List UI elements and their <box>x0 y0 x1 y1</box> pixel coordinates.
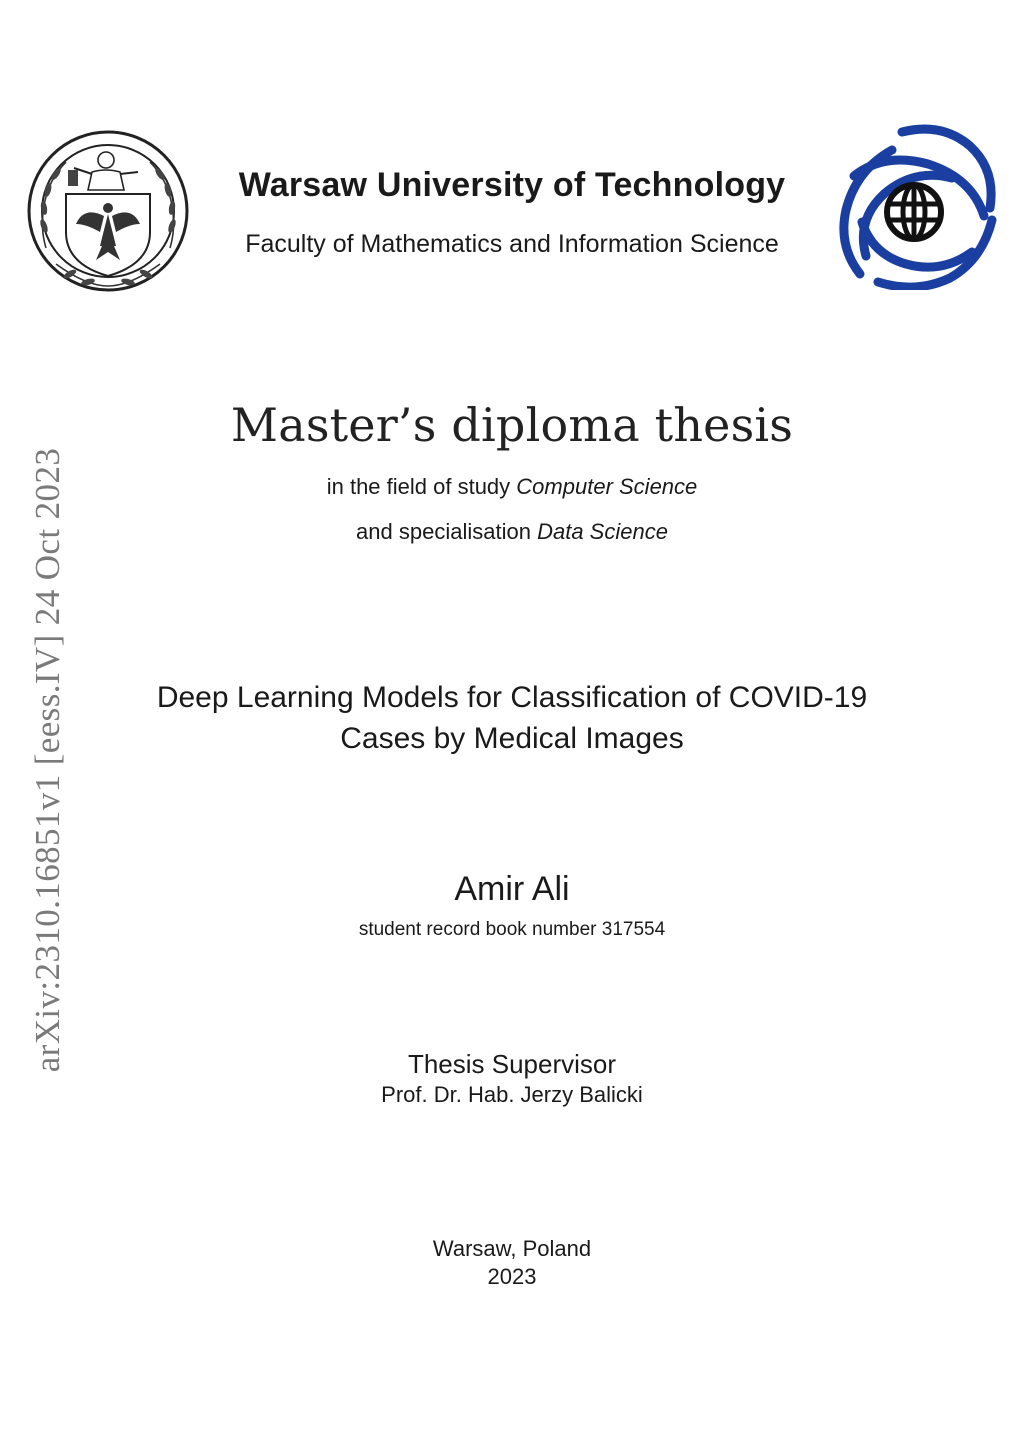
supervisor-name: Prof. Dr. Hab. Jerzy Balicki <box>381 1082 643 1107</box>
student-record-number: student record book number 317554 <box>358 919 666 940</box>
specialisation-line <box>0 519 1024 545</box>
thesis-title-line-1: Deep Learning Models for Classification of COVID-19 <box>156 681 868 714</box>
arxiv-stamp-container <box>26 447 70 1073</box>
year: 2023 <box>487 1264 537 1289</box>
faculty-globe-logo-icon <box>832 124 1002 290</box>
author-name: Amir Ali <box>454 870 570 908</box>
field-of-study: Computer Science <box>516 474 698 499</box>
field-of-study-line <box>0 474 1024 500</box>
specialisation-prefix: and specialisation <box>356 519 531 544</box>
field-prefix: in the field of study <box>326 474 511 499</box>
university-name: Warsaw University of Technology <box>238 166 786 204</box>
place: Warsaw, Poland <box>432 1236 592 1261</box>
supervisor-label: Thesis Supervisor <box>407 1049 617 1079</box>
university-seal-icon <box>26 128 190 294</box>
specialisation: Data Science <box>537 519 668 544</box>
thesis-type-heading: Master’s diploma thesis <box>230 398 794 452</box>
faculty-name: Faculty of Mathematics and Information Science <box>245 230 779 258</box>
arxiv-stamp: arXiv:2310.16851v1 [eess.IV] 24 Oct 2023 <box>28 447 67 1073</box>
thesis-title-line-2: Cases by Medical Images <box>340 722 684 755</box>
thesis-title <box>0 677 1024 759</box>
